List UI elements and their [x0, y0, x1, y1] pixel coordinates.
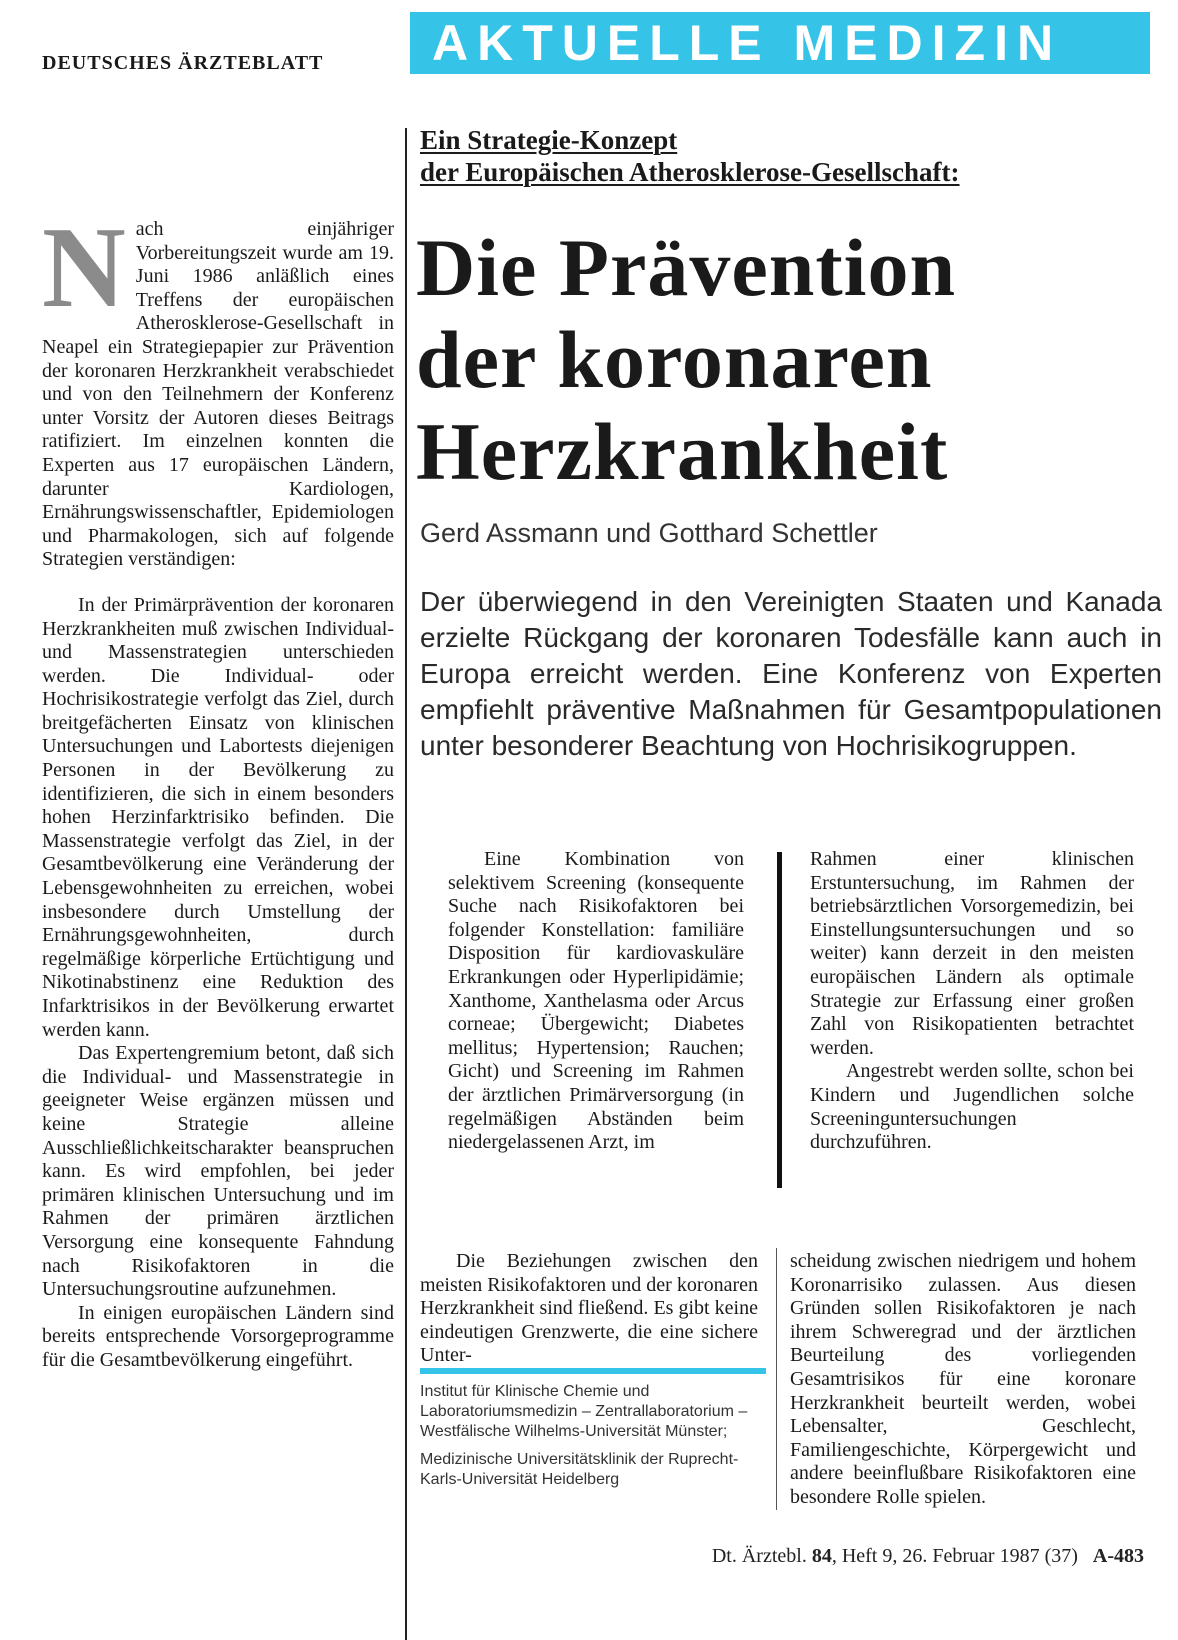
affiliation-2: Medizinische Universitätsklinik der Ruprecht-Karls-Universität Heidelberg — [420, 1451, 739, 1488]
footer-volume: 84 — [811, 1545, 832, 1567]
middle-paragraph-1: Die Beziehungen zwischen den meisten Risikofaktoren und der koronaren Herzkrankheit sind fließend. Es gibt keine eindeutigen Grenzwerte, die eine sichere Unter- — [420, 1250, 758, 1367]
left-paragraph-2: In der Primärprävention der koronaren Herzkrankheiten muß zwischen Individual- und Massenstrategien unterschieden werden. Die Individual- oder Hochrisikostrategie verfolgt das Ziel, durch breitgefächerten Einsatz von klinischen Untersuchungen und Labortests diejenigen Personen in der Bevölkerung zu identifizieren, die sich in einem besonders hohen Herzinfarktrisiko befinden. Die Massenstrategie verfolgt das Ziel, in der Gesamtbevölkerung eine Veränderung der Lebensgewohnheiten zu erreichen, wobei insbesondere durch Umstellung der Ernährungsgewohnheiten, durch regelmäßige körperliche Ertüchtigung und Nikotinabstinenz eine Reduktion des Infarktrisikos in der Bevölkerung erwartet werden kann. — [42, 593, 394, 1041]
page-footer — [622, 1545, 1144, 1568]
affiliations — [420, 1382, 768, 1498]
affiliation-1: Institut für Klinische Chemie und Laboratoriumsmedizin – Zentrallaboratorium – Westfälische Wilhelms-Universität Münster; — [420, 1383, 748, 1440]
boxed-paragraph-b2: Angestrebt werden sollte, schon bei Kindern und Jugendlichen solche Screeninguntersuchungen durchzuführen. — [810, 1060, 1134, 1154]
column-divider — [405, 128, 407, 1640]
title-line-3: Herzkrankheit — [416, 406, 949, 497]
left-column — [42, 204, 394, 1373]
page-number: A-483 — [1092, 1545, 1144, 1567]
drop-cap: N — [42, 204, 126, 332]
left-paragraph-1: ach einjähriger Vorbereitungszeit wurde am 19. Juni 1986 anläßlich eines Treffens der europäischen Atherosklerose-Gesellschaft in Neapel ein Strategiepapier zur Prävention der koronaren Herzkrankheit verabschiedet und von den Teilnehmern der Konferenz unter Vorsitz der Autoren dieses Beitrags ratifiziert. Im einzelnen konnten die Experten aus 17 europäischen Ländern, darunter Kardiologen, Ernährungswissenschaftler, Epidemiologen und Pharmakologen, sich auf folgende Strategien verständigen: — [42, 218, 394, 571]
left-paragraph-4: In einigen europäischen Ländern sind bereits entsprechende Vorsorgeprogramme für die Gesamtbevölkerung eingeführt. — [42, 1301, 394, 1371]
journal-name: DEUTSCHES ÄRZTEBLATT — [42, 52, 324, 74]
right-column — [790, 1250, 1136, 1510]
boxed-column-b — [810, 848, 1134, 1155]
boxed-column-a — [448, 848, 744, 1155]
lead-paragraph: Der überwiegend in den Vereinigten Staaten und Kanada erzielte Rückgang der koronaren Todesfälle kann auch in Europa erreicht werden. Eine Konferenz von Experten empfiehlt präventive Maßnahmen für Gesamtpopulationen unter besonderer Beachtung von Hochrisikogruppen. — [420, 586, 1162, 761]
right-paragraph-1: scheidung zwischen niedrigem und hohem Koronarrisiko zulassen. Aus diesen Gründen sollen Risikofaktoren je nach ihrem Schweregrad und der ärztlichen Beurteilung des vorliegenden Gesamtrisikos für eine koronare Herzkrankheit beurteilt werden, wobei Lebensalter, Geschlecht, Familiengeschichte, Körpergewicht und andere beeinflußbare Risikofaktoren eine besondere Rolle spielen. — [790, 1250, 1136, 1508]
boxed-paragraph-a1: Eine Kombination von selektivem Screening (konsequente Suche nach Risikofaktoren bei folgender Konstellation: familiäre Disposition für kardiovaskuläre Erkrankungen oder Hyperlipidämie; Xanthome, Xanthelasma oder Arcus corneae; Übergewicht; Diabetes mellitus; Hypertension; Rauchen; Gicht) und Screening im Rahmen der ärztlichen Primärversorgung (in regelmäßigen Abständen beim niedergelassenen Arzt, im — [448, 848, 744, 1154]
footer-journal: Dt. Ärztebl. — [711, 1545, 807, 1567]
article-title — [416, 222, 1176, 498]
boxed-divider — [777, 852, 782, 1188]
title-line-1: Die Prävention — [416, 222, 957, 313]
title-line-2: der koronaren — [416, 314, 933, 405]
left-paragraph-3: Das Expertengremium betont, daß sich die Individual- und Massenstrategie in geeigneter Weise ergänzen müssen und keine Strategie alleine Ausschließlichkeitscharakter beanspruchen kann. Es wird empfohlen, bei jeder primären klinischen Untersuchung und im Rahmen der primären ärztlichen Versorgung eine konsequente Fahndung nach Risikofaktoren in die Untersuchungsroutine aufzunehmen. — [42, 1042, 394, 1301]
footer-issue: , Heft 9, 26. Februar 1987 (37) — [831, 1545, 1078, 1567]
authors: Gerd Assmann und Gotthard Schettler — [420, 518, 878, 548]
section-banner: AKTUELLE MEDIZIN — [410, 12, 1150, 74]
kicker-line-1: Ein Strategie-Konzept — [420, 125, 678, 155]
middle-column — [420, 1250, 758, 1368]
affiliation-rule — [420, 1368, 766, 1374]
boxed-paragraph-b1: Rahmen einer klinischen Erstuntersuchung, im Rahmen der betriebsärztlichen Vorsorgemedizin, bei Einstellungsuntersuchungen und so weiter) kann derzeit in den meisten europäischen Ländern als optimale Strategie zur Erfassung einer großen Zahl von Risikopatienten betrachtet werden. — [810, 848, 1134, 1059]
kicker-line-2: der Europäischen Atherosklerose-Gesellschaft: — [420, 157, 960, 187]
kicker — [420, 124, 1160, 188]
lower-divider — [776, 1248, 777, 1510]
